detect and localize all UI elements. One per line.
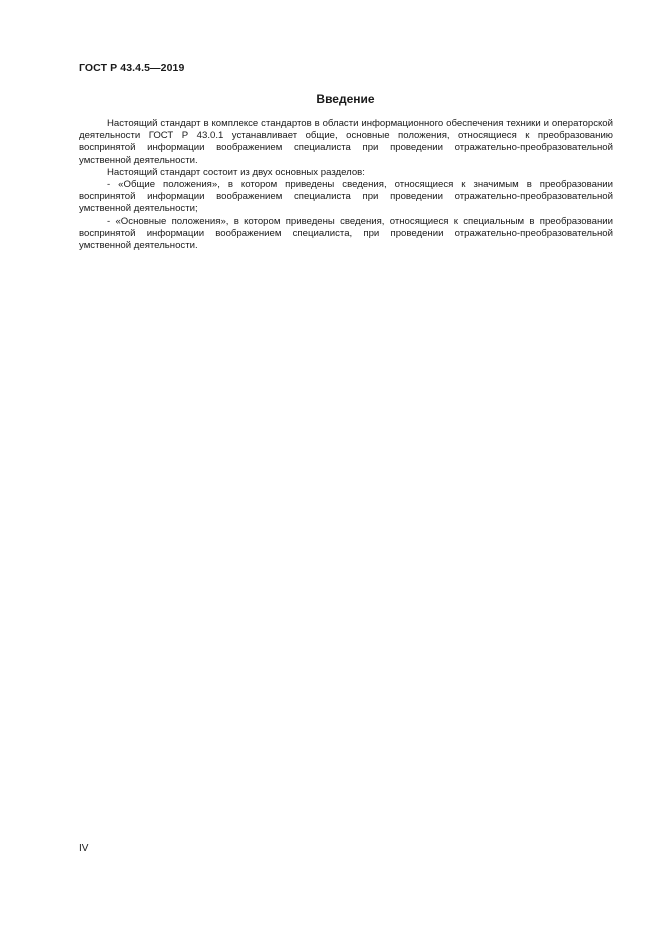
body-text [79,118,613,252]
list-item-main-provisions: - «Основные положения», в котором приведены сведения, относящиеся к специальным в преобразовании воспринятой информации воображением специалиста, при проведении отражательно-преобразовательной умственной деятельности. [79,215,613,252]
section-title: Введение [316,92,375,106]
list-item-general-provisions: - «Общие положения», в котором приведены сведения, относящиеся к значимым в преобразовании воспринятой информации воображением специалиста при проведении отражательно-преобразовательной умственной деятельности; [79,179,613,215]
document-header: ГОСТ Р 43.4.5—2019 [79,62,185,74]
paragraph-intro: Настоящий стандарт в комплексе стандартов в области информационного обеспечения техники и операторской деятельности ГОСТ Р 43.0.1 устанавливает общие, основные положения, относящиеся к преобразованию воспринятой информации воображением специалиста при проведении отражательно-преобразовательной умственной деятельности. [79,118,613,166]
page-number: IV [79,843,89,854]
paragraph-structure: Настоящий стандарт состоит из двух основных разделов: [107,166,365,178]
